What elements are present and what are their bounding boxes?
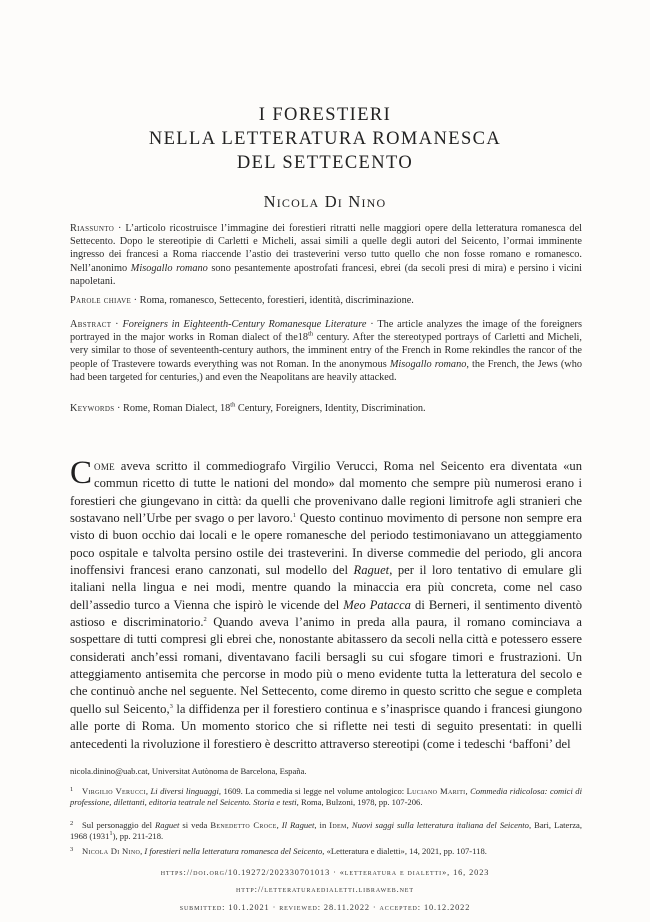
footnote-2-in: , in [314,820,330,830]
abstract-label: Abstract [70,319,112,330]
footer-dates: submitted: 10.1.2021 · reviewed: 28.11.2022 · accepted: 10.12.2022 [179,903,471,912]
footnote-3-author: Nicola Di Nino [82,846,141,856]
footnote-2-number: 2 [70,820,74,827]
footnote-2-author: Benedetto Croce [210,820,277,830]
footnote-3-number: 3 [70,846,74,853]
parole-chiave-text: Roma, romanesco, Settecento, forestieri, identità, discriminazione. [139,295,414,306]
abstract-text-3: , the French, the Jews (who had been targeted for centuries,) and even the Neapolitans are heavily attacked. [70,358,582,383]
footer-doi[interactable]: https://doi.org/10.19272/202330701013 · «letteratura e dialetti», 16, 2023 [160,868,490,877]
abstract-title: Foreigners in Eighteenth-Century Romanesque Literature [122,319,367,330]
footnote-2-text: Sul personaggio del [82,820,156,830]
footnote-2-text-2: si veda [179,820,211,830]
footnote-2-sup: 1 [109,830,113,838]
footnote-3-title: I forestieri nella letteratura romanesca del Seicento [144,846,323,856]
footnote-1-title-2: Commedia ridicolosa: comici di professione, dilettanti, editoria teatrale nel Seicento. Storia e testi [70,786,582,808]
footnote-3 [70,844,582,857]
article-title-line-1: I FORESTIERI [258,105,392,125]
footnote-3-text: , «Letteratura e dialetti», 14, 2021, pp. 107-118. [322,846,487,856]
body-text-1: aveva scritto il commediografo Virgilio Verucci, Roma nel Seicento era diventata «un commun ricetto di tutte le nationi del mondo» dal momento che sempre più numerosi erano i forestieri che giungevano in città: da quelli che provenivano dalle regioni limitrofe agli stranieri che sostavano nell’Urbe per svago o per lavoro. [70,459,582,526]
author-affiliation [70,766,582,777]
footnote-1-text: , 1609. La commedia si legge nel volume antologico: [218,786,407,796]
riassunto-paragraph: Riassunto · L’articolo ricostruisce l’immagine dei forestieri ritratti nelle maggiori opere della letteratura romanesca del Settecento. Dopo le stereotipie di Carletti e Micheli, assai simili a quelle degli autori del Seicento, l’ormai imminente ingresso dei francesi a Roma riaccende l’astio dei trasteverini verso tutto quello che non fosse romano e romanesco. Nell’anonimo Misogallo romano sono pesantemente apostrofati francesi, ebrei (da secoli presi di mira) e persino i vicini napoletani. [70,223,582,287]
footnote-2-italic-book: Nuovi saggi sulla letteratura italiana del Seicento [351,820,529,830]
body-text-4: di Berneri, il sentimento diventò astioso e discriminatorio. [70,597,582,630]
footnote-3-sep: , [140,846,145,856]
footnote-2-text-3: , Bari, Laterza, 1968 (1931 [70,820,582,842]
abstract-text-1: The article analyzes the image of the foreigners portrayed in the major works in Roman dialect of the18 [70,319,582,344]
body-text-6: la diffidenza per il forestiero continua e s’inasprisce quando i francesi giungono alle porte di Roma. Un momento storico che si riflette nei testi di seguito presentati: in quelli antecedenti la rivoluzione il forestiero è descritto attraverso stereotipi (come i tedeschi ‘baffoni’ del [70,701,582,751]
body-text-2: Questo continuo movimento di persone non sempre era visto di buon occhio dai locali e le opere romanesche del periodo testimoniavano un atteggiamento poco ospitale e talvolta persino ostile dei trasteverini. In diverse commedie del periodo, gli ancora inoffensivi francesi erano canzonati, sul modello del [70,511,582,578]
body-text-5: Quando aveva l’animo in preda alla paura, il romano cominciava a sospettare di tutti compresi gli ebrei che, nonostante abitassero da secoli nella città e potessero essere considerati anch’essi romani, diventavano facili bersagli su cui sfogare timori e frustrazioni. Un atteggiamento antisemita che percorse in modo più o meno evidente tutta la letteratura del secolo e che continuò anche nel seguente. Nel Settecento, come diremo in questo scritto che segue e completa quello sul Seicento, [70,615,582,716]
footnote-2-italic-raguet: Raguet [155,820,180,830]
body-smallcaps: ome [94,459,115,473]
riassunto-italic-title: Misogallo romano [130,262,208,274]
author-name: Nicola Di Nino [263,192,387,211]
keywords-text-2: Century, Foreigners, Identity, Discrimination. [235,403,426,414]
footnote-1-author: Virgilio Verucci [82,786,146,796]
keywords-label: Keywords [70,403,115,414]
keywords-text-1: Rome, Roman Dialect, 18 [123,403,231,414]
abstract-paragraph: Abstract · Foreigners in Eighteenth-Century Romanesque Literature · The article analyzes the image of the foreigners portrayed in the major works in Roman dialect of the18th century. After the stereotyped portrays of Carletti and Micheli, very similar to those of seventeenth-century authors, the imminent entry of the French in Rome rekindles the rancor of the people of Trastevere towards everything was not Roman. In the anonymous Misogallo romano, the French, the Jews (who had been targeted for centuries,) and even the Neapolitans are heavily attacked. [70,319,582,383]
footnote-2-sep-2: , [346,820,352,830]
keywords-paragraph: Keywords · Rome, Roman Dialect, 18th Century, Foreigners, Identity, Discrimination. [70,401,426,414]
title-block [0,103,650,212]
keywords-sup: th [230,401,236,409]
footnote-2-text-end: ), pp. 211-218. [112,831,164,842]
footnote-1-sep: , [145,786,151,796]
body-paragraph [70,455,582,753]
abstract-sup: th [308,330,314,338]
article-title-line-3: DEL SETTECENTO [236,153,414,173]
footer-url[interactable]: http://letteraturaedialetti.libraweb.net [236,885,414,894]
drop-cap: C [70,455,93,491]
footnote-ref-1[interactable]: 1 [292,511,297,519]
parole-chiave-label: Parole chiave [70,295,132,306]
footnote-2-sep: , [276,820,282,830]
footnote-2-italic-title: Il Raguet [281,820,315,830]
footnote-1-sep-2: , [465,786,471,796]
parole-chiave-paragraph: Parole chiave · Roma, romanesco, Settecento, forestieri, identità, discriminazione. [70,295,414,306]
footnote-1-text-end: , Roma, Bulzoni, 1978, pp. 107-206. [296,797,423,808]
footnote-1-number: 1 [70,786,74,793]
riassunto-text-end: sono pesantemente apostrofati francesi, ebrei (da secoli presi di mira) e persino i vicini napoletani. [70,262,582,287]
abstract-italic-title: Misogallo romano [389,358,467,370]
footnote-1 [70,784,582,808]
riassunto-label: Riassunto [70,223,115,234]
abstract-text-2: century. After the stereotyped portrays of Carletti and Micheli, very similar to those of seventeenth-century authors, the imminent entry of the French in Rome rekindles the rancor of the people of Trastevere towards everything was not Roman. In the anonymous [70,332,582,370]
article-title-line-2: NELLA LETTERATURA ROMANESCA [148,129,502,149]
body-italic-meo-patacca: Meo Patacca [343,597,411,612]
footnote-1-title: Li diversi linguaggi [150,786,219,796]
footnote-2-idem: Idem [329,820,347,830]
affiliation-text: nicola.dinino@uab.cat, Universitat Autònoma de Barcelona, España. [70,766,307,776]
body-text-3: , per il loro tentativo di emulare gli italiani nella lingua e nei modi, mentre quando la minaccia era più concreta, come nel caso dell’assedio turco a Vienna che ispirò le vicende del [70,563,582,612]
footnote-2 [70,818,582,842]
footnote-1-author-2: Luciano Mariti [406,786,466,796]
riassunto-text: L’articolo ricostruisce l’immagine dei forestieri ritratti nelle maggiori opere della letteratura romanesca del Settecento. Dopo le stereotipie di Carletti e Micheli, assai simili a quelle degli autori del Seicento, l’ormai imminente ingresso dei francesi a Roma riaccende l’astio dei trasteverini verso tutto quello che non fosse romano e romanesco. Nell’anonimo [70,223,582,274]
footnote-ref-3[interactable]: 3 [169,702,173,710]
body-italic-raguet: Raguet [353,563,390,578]
footnote-ref-2[interactable]: 2 [203,615,207,623]
